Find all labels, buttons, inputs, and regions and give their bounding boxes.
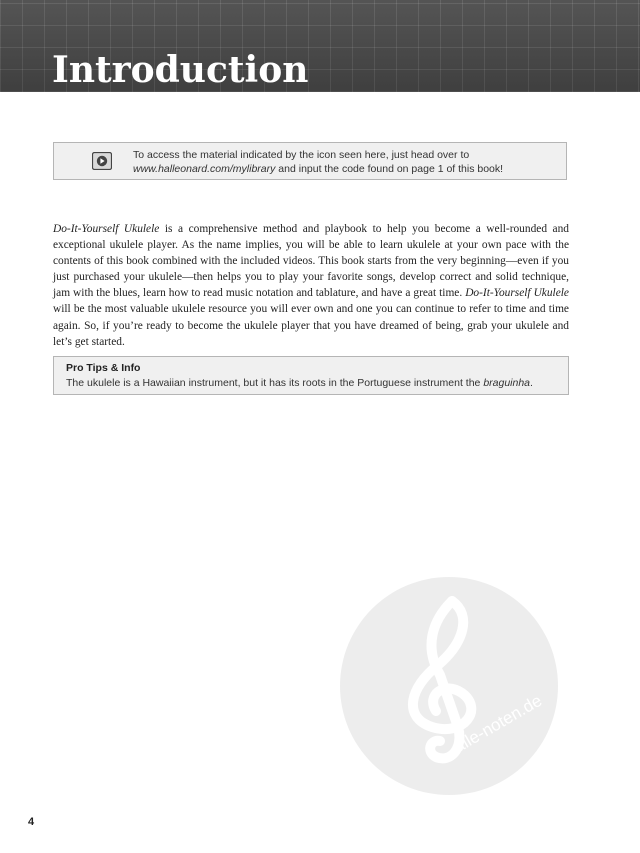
svg-text:alle-noten.de: alle-noten.de (450, 690, 546, 757)
intro-text-2: will be the most valuable ukulele resource you will ever own and one you can continue to refer to time and time again. So, if you’re ready to become the ukulele player that you have dreamed of being, grab your ukulele and let’s get started. (53, 303, 569, 348)
tip-text: The ukulele is a Hawaiian instrument, but it has its roots in the Portuguese instrument the (66, 377, 484, 389)
book-title: Do-It-Yourself Ukulele (465, 287, 569, 300)
chapter-header (0, 0, 640, 92)
intro-paragraph (53, 221, 569, 350)
notice-line1: To access the material indicated by the icon seen here, just head over to (133, 149, 470, 161)
intro-text-1: is a comprehensive method and playbook to help you become a well-rounded and exceptional ukulele player. As the name implies, you will be able to learn ukulele at your own pace with the contents of this book combined with the included videos. This book starts from the very beginning—even if you just purchased your ukulele—then helps you to play your favorite songs, develop correct and solid technique, jam with the blues, learn how to read music notation and tablature, and have a great time. (53, 223, 569, 300)
video-play-icon (92, 152, 112, 170)
pro-tips-title: Pro Tips & Info (66, 362, 141, 374)
tip-text-end: . (530, 377, 533, 389)
treble-clef-icon (340, 577, 558, 795)
book-title: Do-It-Yourself Ukulele (53, 223, 160, 235)
page-title: Introduction (52, 49, 309, 91)
page-number: 4 (28, 816, 35, 828)
pro-tips-box (53, 356, 569, 395)
tip-italic-word: braguinha (483, 377, 531, 389)
notice-text (133, 148, 560, 176)
pro-tips-text (66, 377, 562, 389)
online-material-notice (53, 142, 567, 180)
notice-line2: and input the code found on page 1 of this book! (275, 163, 504, 175)
mylibrary-link[interactable]: www.halleonard.com/mylibrary (133, 163, 276, 175)
